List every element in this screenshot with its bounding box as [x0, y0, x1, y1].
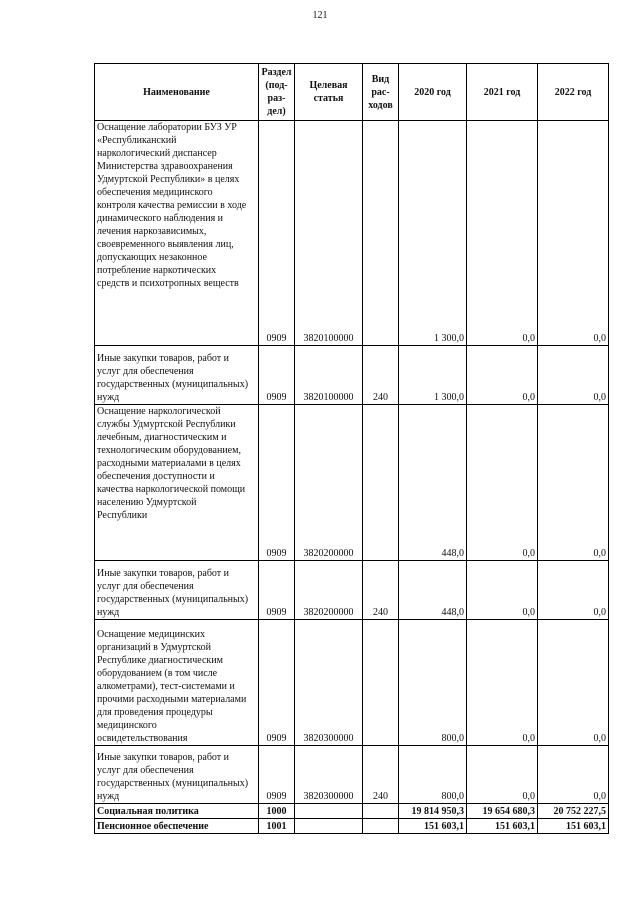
row-name: Иные закупки товаров, работ и услуг для обеспечения государственных (муниципальных) нужд [95, 346, 259, 405]
row-2020: 1 300,0 [399, 346, 467, 405]
row-section: 0909 [259, 405, 295, 561]
table-row [95, 804, 609, 819]
row-expense [363, 620, 399, 746]
row-expense: 240 [363, 346, 399, 405]
row-2022: 0,0 [538, 405, 609, 561]
header-section: Раздел (под- раз- дел) [259, 64, 295, 121]
table-row [95, 405, 609, 561]
row-section: 0909 [259, 121, 295, 346]
table-row [95, 561, 609, 620]
row-target: 3820300000 [295, 620, 363, 746]
row-2020: 19 814 950,3 [399, 804, 467, 819]
row-2021: 0,0 [467, 346, 538, 405]
row-name: Оснащение лаборатории БУЗ УР «Республиканский наркологический диспансер Министерства здравоохранения Удмуртской Республики» в целях обеспечения медицинского контроля качества ремиссии в ходе динамического наблюдения и лечения наркозависимых, своевременного выявления лиц, допускающих незаконное потребление наркотических средств и психотропных веществ [95, 121, 259, 346]
header-row [95, 64, 609, 121]
row-2022: 0,0 [538, 746, 609, 804]
header-target: Целевая статья [295, 64, 363, 121]
row-name: Оснащение медицинских организаций в Удмуртской Республике диагностическим оборудованием (в том числе алкометрами), тест-системами и прочими расходными материалами для проведения процедуры медицинского освидетельствования [95, 620, 259, 746]
row-expense [363, 121, 399, 346]
row-target: 3820300000 [295, 746, 363, 804]
row-2020: 1 300,0 [399, 121, 467, 346]
row-2020: 800,0 [399, 746, 467, 804]
row-section: 1001 [259, 819, 295, 834]
row-section: 0909 [259, 746, 295, 804]
row-name: Оснащение наркологической службы Удмуртской Республики лечебным, диагностическим и технологическим оборудованием, расходными материалами в целях обеспечения доступности и качества наркологической помощи населению Удмуртской Республики [95, 405, 259, 561]
table-row [95, 121, 609, 346]
header-2021: 2021 год [467, 64, 538, 121]
table-row [95, 620, 609, 746]
row-name: Иные закупки товаров, работ и услуг для обеспечения государственных (муниципальных) нужд [95, 746, 259, 804]
row-expense [363, 819, 399, 834]
row-expense: 240 [363, 561, 399, 620]
row-2021: 0,0 [467, 121, 538, 346]
row-section: 0909 [259, 620, 295, 746]
row-expense: 240 [363, 746, 399, 804]
row-target [295, 804, 363, 819]
page-number: 121 [312, 10, 328, 21]
row-2022: 0,0 [538, 121, 609, 346]
row-section: 0909 [259, 346, 295, 405]
header-2020: 2020 год [399, 64, 467, 121]
row-2022: 0,0 [538, 561, 609, 620]
row-2022: 20 752 227,5 [538, 804, 609, 819]
table-row [95, 346, 609, 405]
row-name: Иные закупки товаров, работ и услуг для обеспечения государственных (муниципальных) нужд [95, 561, 259, 620]
table-row [95, 819, 609, 834]
budget-table [94, 63, 609, 834]
row-2021: 0,0 [467, 561, 538, 620]
row-target: 3820100000 [295, 346, 363, 405]
row-2021: 0,0 [467, 405, 538, 561]
row-2021: 19 654 680,3 [467, 804, 538, 819]
header-2022: 2022 год [538, 64, 609, 121]
row-2020: 448,0 [399, 561, 467, 620]
row-name: Пенсионное обеспечение [95, 819, 259, 834]
row-target: 3820200000 [295, 405, 363, 561]
row-2021: 0,0 [467, 620, 538, 746]
row-2022: 151 603,1 [538, 819, 609, 834]
row-expense [363, 804, 399, 819]
row-expense [363, 405, 399, 561]
row-2022: 0,0 [538, 620, 609, 746]
table-row [95, 746, 609, 804]
row-target: 3820200000 [295, 561, 363, 620]
row-2020: 448,0 [399, 405, 467, 561]
row-2020: 800,0 [399, 620, 467, 746]
row-2020: 151 603,1 [399, 819, 467, 834]
row-2021: 0,0 [467, 746, 538, 804]
row-target: 3820100000 [295, 121, 363, 346]
row-section: 1000 [259, 804, 295, 819]
row-2022: 0,0 [538, 346, 609, 405]
row-name: Социальная политика [95, 804, 259, 819]
row-section: 0909 [259, 561, 295, 620]
header-expense: Вид рас- ходов [363, 64, 399, 121]
row-2021: 151 603,1 [467, 819, 538, 834]
header-name: Наименование [95, 64, 259, 121]
row-target [295, 819, 363, 834]
